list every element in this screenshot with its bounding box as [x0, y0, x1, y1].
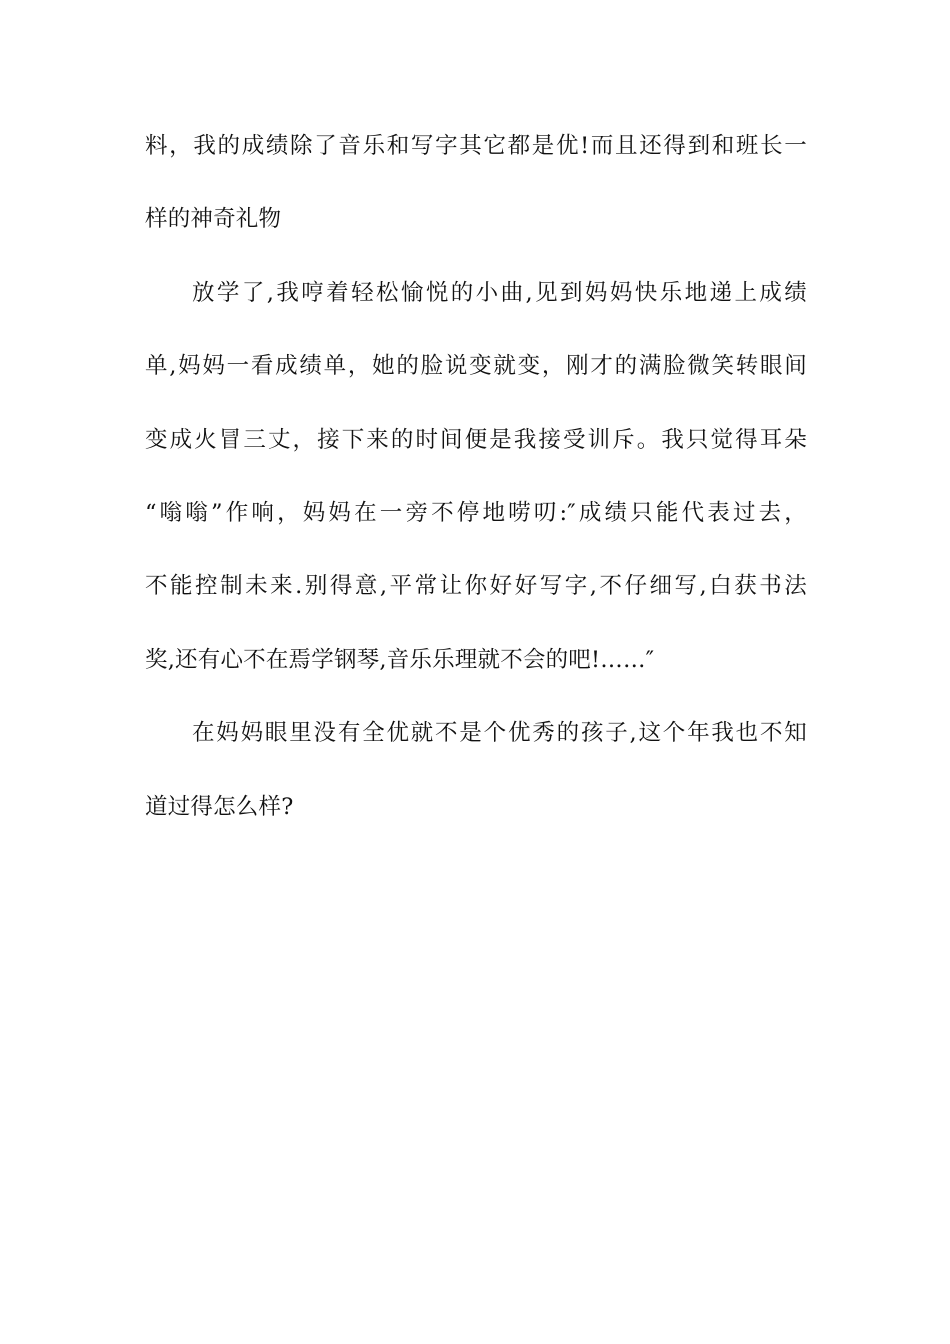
- paragraph-2-line-3: 变成火冒三丈，接下来的时间便是我接受训斥。我只觉得耳朵: [145, 426, 807, 453]
- paragraph-2-line-1: 放学了,我哼着轻松愉悦的小曲,见到妈妈快乐地递上成绩: [192, 279, 807, 306]
- paragraph-2-line-5: 不能控制未来.别得意,平常让你好好写字,不仔细写,白获书法: [145, 573, 807, 600]
- paragraph-2-line-2: 单,妈妈一看成绩单，她的脸说变就变，刚才的满脸微笑转眼间: [145, 353, 807, 380]
- body-text: [145, 120, 807, 854]
- paragraph-3-line-2: 道过得怎么样?: [145, 793, 294, 820]
- text-line-1: 料，我的成绩除了音乐和写字其它都是优!而且还得到和班长一: [145, 133, 807, 159]
- paragraph-2-line-6: 奖,还有心不在焉学钢琴,音乐乐理就不会的吧!……″: [145, 646, 655, 673]
- paragraph-3-line-1: 在妈妈眼里没有全优就不是个优秀的孩子,这个年我也不知: [192, 720, 807, 747]
- text-line-2: 样的神奇礼物: [145, 206, 282, 233]
- paragraph-2-line-4: “嗡嗡”作响，妈妈在一旁不停地唠叨:″成绩只能代表过去，: [145, 499, 807, 526]
